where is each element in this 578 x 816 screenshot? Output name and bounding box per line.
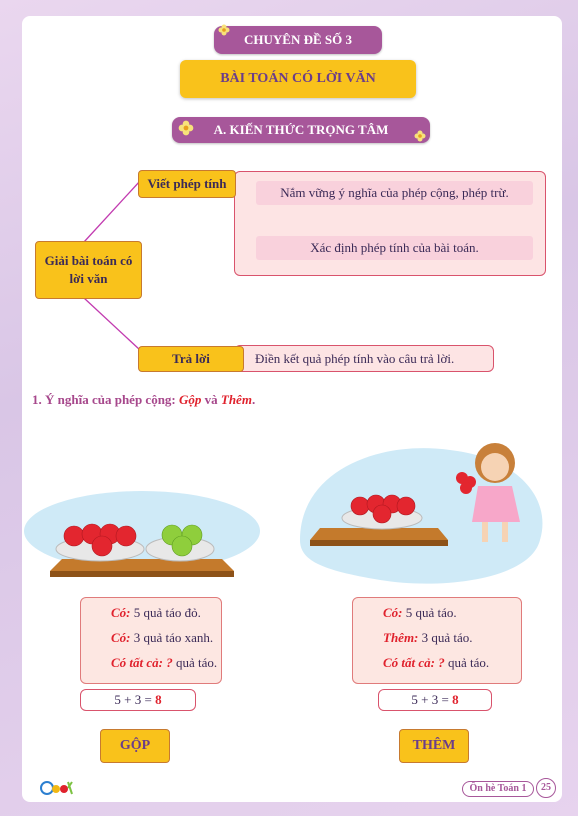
- branch2-label: Trả lời: [138, 346, 244, 372]
- page: [22, 16, 562, 802]
- branch1-panel: [234, 171, 546, 276]
- branch1-label: Viết phép tính: [138, 170, 236, 198]
- branch1-item: Xác định phép tính của bài toán.: [256, 236, 533, 260]
- them-button[interactable]: THÊM: [399, 729, 469, 763]
- logo-icon: [40, 778, 74, 798]
- branch1-item: Nắm vững ý nghĩa của phép cộng, phép trừ.: [256, 181, 533, 205]
- word-gop: Gộp: [179, 392, 202, 407]
- gop-card: Có: 5 quả táo đỏ. Có: 3 quả táo xanh. Có tất cả: ? quả táo.: [80, 597, 222, 684]
- page-number: 25: [536, 778, 556, 798]
- title-label: BÀI TOÁN CÓ LỜI VĂN: [220, 71, 376, 86]
- section1-heading: 1. Ý nghĩa của phép cộng: Gộp và Thêm.: [32, 392, 256, 407]
- section-label: A. KIẾN THỨC TRỌNG TÂM: [213, 122, 389, 137]
- gop-equation: 5 + 3 = 8: [80, 689, 196, 711]
- them-card: Có: 5 quả táo. Thêm: 3 quả táo. Có tất cả: ? quả táo.: [352, 597, 522, 684]
- mindmap-root: [35, 241, 142, 299]
- branch2-text: Điền kết quả phép tính vào câu trả lời.: [255, 351, 455, 366]
- them-illustration: [290, 430, 552, 595]
- branch2-panel: [234, 345, 494, 372]
- mindmap-root-label: Giải bài toán có lời văn: [44, 253, 133, 286]
- gop-illustration: [22, 471, 272, 591]
- word-them: Thêm: [220, 392, 252, 407]
- chapter-label: CHUYÊN ĐỀ SỐ 3: [244, 32, 352, 47]
- gop-button[interactable]: GỘP: [100, 729, 170, 763]
- footer-tag: Ôn hè Toán 1: [462, 781, 534, 797]
- them-equation: 5 + 3 = 8: [378, 689, 492, 711]
